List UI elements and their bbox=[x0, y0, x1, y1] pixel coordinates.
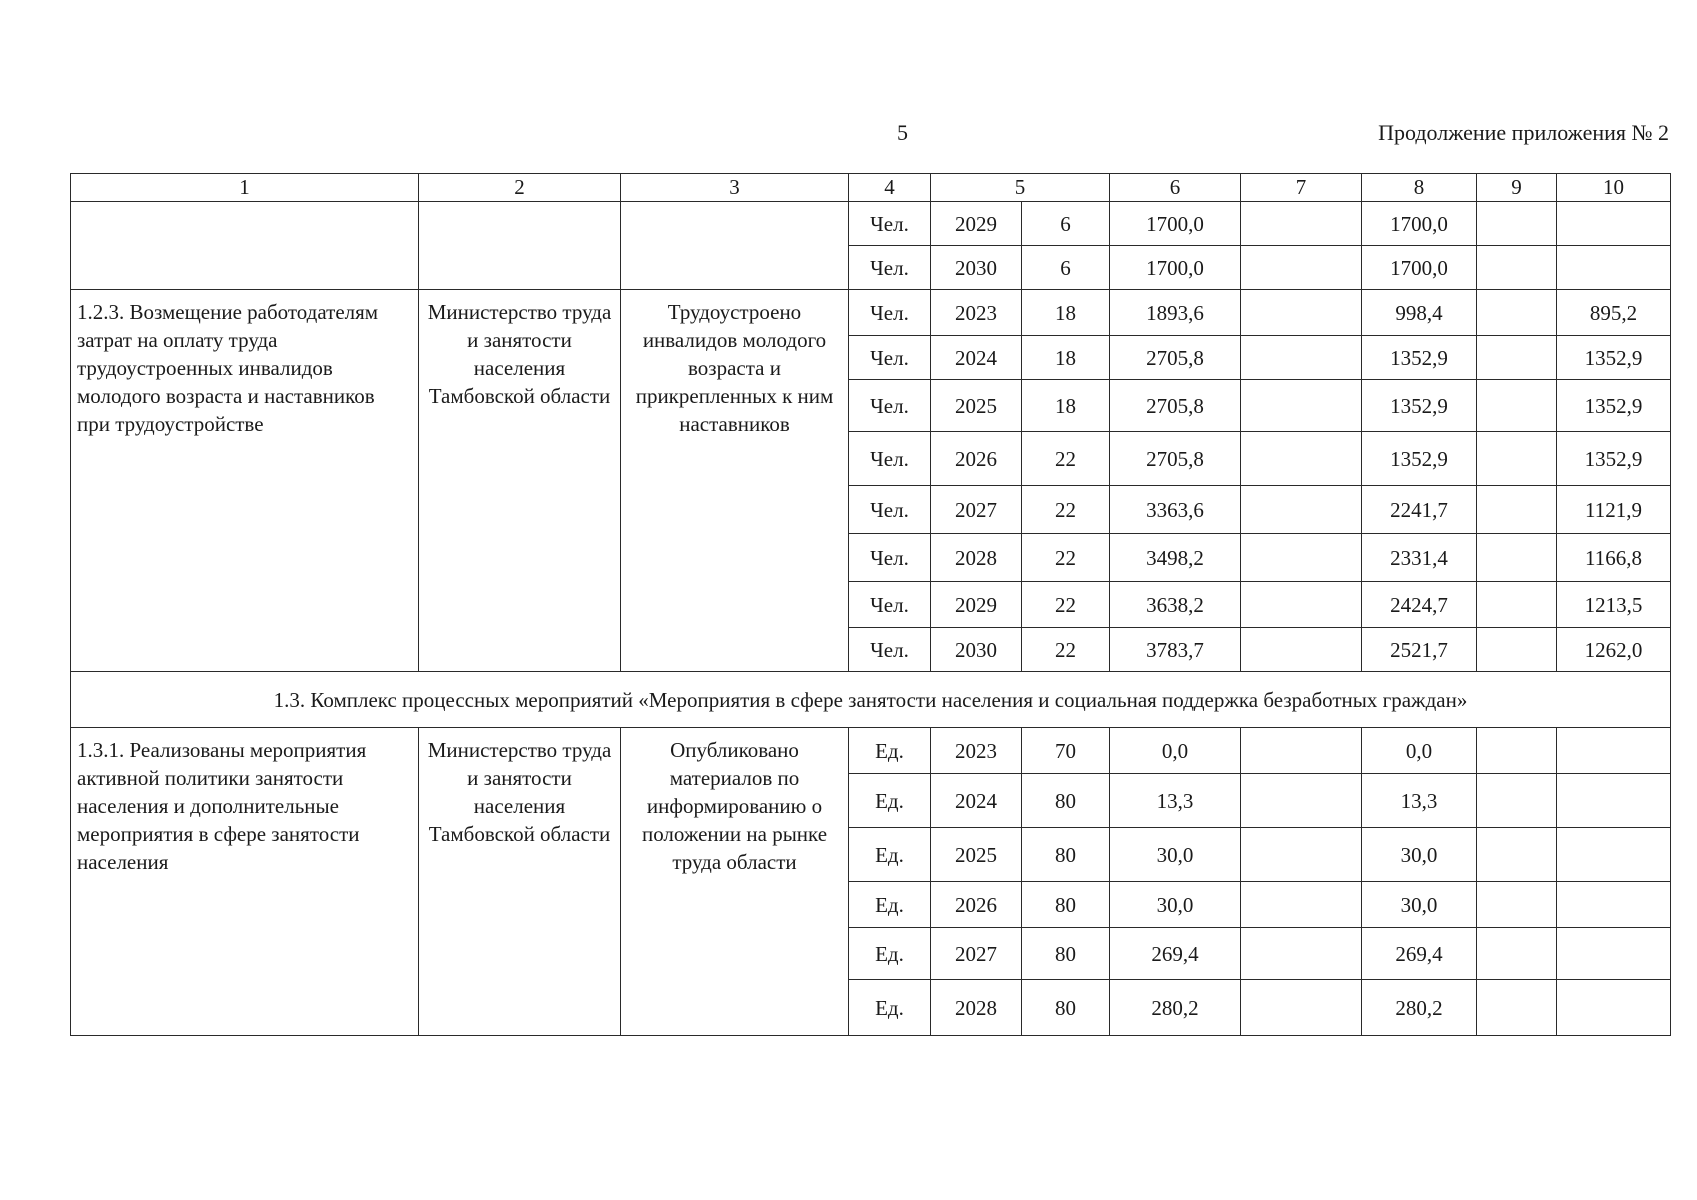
col10-cell bbox=[1557, 774, 1671, 828]
result-cell: Опубликовано материалов по информированию о положении на рынке труда области bbox=[621, 728, 849, 1036]
total-cell: 3638,2 bbox=[1110, 582, 1241, 628]
indicators-table bbox=[70, 173, 1671, 1036]
col10-cell: 1262,0 bbox=[1557, 628, 1671, 672]
col7-cell bbox=[1241, 246, 1362, 290]
col7-cell bbox=[1241, 980, 1362, 1036]
target-value-cell: 18 bbox=[1022, 290, 1110, 336]
col9-cell bbox=[1477, 882, 1557, 928]
col9-cell bbox=[1477, 928, 1557, 980]
col9-cell bbox=[1477, 774, 1557, 828]
table-body bbox=[71, 174, 1671, 1036]
target-value-cell: 22 bbox=[1022, 534, 1110, 582]
total-cell: 269,4 bbox=[1110, 928, 1241, 980]
column-number: 8 bbox=[1362, 174, 1477, 202]
continued-executor-cell bbox=[419, 202, 621, 290]
col9-cell bbox=[1477, 980, 1557, 1036]
col7-cell bbox=[1241, 202, 1362, 246]
total-cell: 0,0 bbox=[1110, 728, 1241, 774]
col8-cell: 2331,4 bbox=[1362, 534, 1477, 582]
year-cell: 2025 bbox=[931, 828, 1022, 882]
unit-cell: Ед. bbox=[849, 728, 931, 774]
column-number: 9 bbox=[1477, 174, 1557, 202]
total-cell: 30,0 bbox=[1110, 828, 1241, 882]
total-cell: 1893,6 bbox=[1110, 290, 1241, 336]
total-cell: 30,0 bbox=[1110, 882, 1241, 928]
unit-cell: Чел. bbox=[849, 336, 931, 380]
column-number: 3 bbox=[621, 174, 849, 202]
unit-cell: Ед. bbox=[849, 882, 931, 928]
section-title: 1.3. Комплекс процессных мероприятий «Мероприятия в сфере занятости населения и социальная поддержка безработных граждан» bbox=[71, 672, 1671, 728]
unit-cell: Чел. bbox=[849, 246, 931, 290]
col10-cell: 1352,9 bbox=[1557, 432, 1671, 486]
target-value-cell: 80 bbox=[1022, 882, 1110, 928]
col10-cell bbox=[1557, 882, 1671, 928]
total-cell: 1700,0 bbox=[1110, 246, 1241, 290]
col9-cell bbox=[1477, 246, 1557, 290]
target-value-cell: 22 bbox=[1022, 582, 1110, 628]
unit-cell: Ед. bbox=[849, 928, 931, 980]
year-cell: 2023 bbox=[931, 290, 1022, 336]
col9-cell bbox=[1477, 290, 1557, 336]
col9-cell bbox=[1477, 582, 1557, 628]
col8-cell: 0,0 bbox=[1362, 728, 1477, 774]
year-cell: 2027 bbox=[931, 486, 1022, 534]
unit-cell: Ед. bbox=[849, 980, 931, 1036]
col7-cell bbox=[1241, 336, 1362, 380]
col7-cell bbox=[1241, 828, 1362, 882]
total-cell: 280,2 bbox=[1110, 980, 1241, 1036]
col9-cell bbox=[1477, 202, 1557, 246]
unit-cell: Чел. bbox=[849, 202, 931, 246]
year-cell: 2026 bbox=[931, 882, 1022, 928]
col10-cell bbox=[1557, 928, 1671, 980]
col9-cell bbox=[1477, 534, 1557, 582]
year-cell: 2027 bbox=[931, 928, 1022, 980]
column-number: 1 bbox=[71, 174, 419, 202]
col7-cell bbox=[1241, 728, 1362, 774]
unit-cell: Чел. bbox=[849, 432, 931, 486]
continued-name-cell bbox=[71, 202, 419, 290]
target-value-cell: 80 bbox=[1022, 928, 1110, 980]
year-cell: 2029 bbox=[931, 582, 1022, 628]
col10-cell bbox=[1557, 828, 1671, 882]
table-row bbox=[71, 202, 1671, 246]
col9-cell bbox=[1477, 432, 1557, 486]
executor-cell: Министерство труда и занятости населения Тамбовской области bbox=[419, 290, 621, 672]
unit-cell: Чел. bbox=[849, 380, 931, 432]
col10-cell: 1121,9 bbox=[1557, 486, 1671, 534]
col10-cell bbox=[1557, 980, 1671, 1036]
result-cell: Трудоустроено инвалидов молодого возраста и прикрепленных к ним наставников bbox=[621, 290, 849, 672]
year-cell: 2028 bbox=[931, 534, 1022, 582]
col8-cell: 30,0 bbox=[1362, 828, 1477, 882]
target-value-cell: 80 bbox=[1022, 828, 1110, 882]
col8-cell: 2424,7 bbox=[1362, 582, 1477, 628]
col9-cell bbox=[1477, 336, 1557, 380]
continued-result-cell bbox=[621, 202, 849, 290]
target-value-cell: 80 bbox=[1022, 774, 1110, 828]
measure-name-cell: 1.3.1. Реализованы мероприятия активной политики занятости населения и дополнительные мероприятия в сфере занятости населения bbox=[71, 728, 419, 1036]
section-row bbox=[71, 672, 1671, 728]
table-row bbox=[71, 290, 1671, 336]
executor-cell: Министерство труда и занятости населения Тамбовской области bbox=[419, 728, 621, 1036]
target-value-cell: 6 bbox=[1022, 246, 1110, 290]
col8-cell: 1352,9 bbox=[1362, 380, 1477, 432]
col7-cell bbox=[1241, 582, 1362, 628]
year-cell: 2028 bbox=[931, 980, 1022, 1036]
column-number: 6 bbox=[1110, 174, 1241, 202]
total-cell: 13,3 bbox=[1110, 774, 1241, 828]
col8-cell: 1352,9 bbox=[1362, 336, 1477, 380]
col8-cell: 1700,0 bbox=[1362, 202, 1477, 246]
col7-cell bbox=[1241, 432, 1362, 486]
col7-cell bbox=[1241, 628, 1362, 672]
col9-cell bbox=[1477, 628, 1557, 672]
col10-cell: 1352,9 bbox=[1557, 336, 1671, 380]
target-value-cell: 6 bbox=[1022, 202, 1110, 246]
col8-cell: 1700,0 bbox=[1362, 246, 1477, 290]
year-cell: 2030 bbox=[931, 628, 1022, 672]
col8-cell: 1352,9 bbox=[1362, 432, 1477, 486]
col8-cell: 2241,7 bbox=[1362, 486, 1477, 534]
unit-cell: Чел. bbox=[849, 290, 931, 336]
year-cell: 2024 bbox=[931, 774, 1022, 828]
column-number: 5 bbox=[931, 174, 1110, 202]
total-cell: 1700,0 bbox=[1110, 202, 1241, 246]
col8-cell: 2521,7 bbox=[1362, 628, 1477, 672]
total-cell: 2705,8 bbox=[1110, 432, 1241, 486]
col7-cell bbox=[1241, 380, 1362, 432]
col10-cell: 895,2 bbox=[1557, 290, 1671, 336]
total-cell: 3498,2 bbox=[1110, 534, 1241, 582]
column-number: 4 bbox=[849, 174, 931, 202]
table-row bbox=[71, 728, 1671, 774]
col8-cell: 30,0 bbox=[1362, 882, 1477, 928]
col10-cell bbox=[1557, 246, 1671, 290]
col8-cell: 998,4 bbox=[1362, 290, 1477, 336]
target-value-cell: 70 bbox=[1022, 728, 1110, 774]
unit-cell: Чел. bbox=[849, 486, 931, 534]
target-value-cell: 22 bbox=[1022, 486, 1110, 534]
col10-cell: 1166,8 bbox=[1557, 534, 1671, 582]
col8-cell: 269,4 bbox=[1362, 928, 1477, 980]
year-cell: 2030 bbox=[931, 246, 1022, 290]
col7-cell bbox=[1241, 774, 1362, 828]
col10-cell bbox=[1557, 728, 1671, 774]
col7-cell bbox=[1241, 534, 1362, 582]
unit-cell: Ед. bbox=[849, 774, 931, 828]
total-cell: 3783,7 bbox=[1110, 628, 1241, 672]
col10-cell: 1352,9 bbox=[1557, 380, 1671, 432]
unit-cell: Ед. bbox=[849, 828, 931, 882]
year-cell: 2023 bbox=[931, 728, 1022, 774]
year-cell: 2024 bbox=[931, 336, 1022, 380]
page-number: 5 bbox=[897, 120, 908, 145]
total-cell: 2705,8 bbox=[1110, 336, 1241, 380]
total-cell: 2705,8 bbox=[1110, 380, 1241, 432]
col7-cell bbox=[1241, 486, 1362, 534]
target-value-cell: 22 bbox=[1022, 432, 1110, 486]
col8-cell: 13,3 bbox=[1362, 774, 1477, 828]
year-cell: 2026 bbox=[931, 432, 1022, 486]
col10-cell: 1213,5 bbox=[1557, 582, 1671, 628]
target-value-cell: 18 bbox=[1022, 336, 1110, 380]
target-value-cell: 22 bbox=[1022, 628, 1110, 672]
unit-cell: Чел. bbox=[849, 582, 931, 628]
column-number: 2 bbox=[419, 174, 621, 202]
column-number: 7 bbox=[1241, 174, 1362, 202]
col7-cell bbox=[1241, 882, 1362, 928]
col9-cell bbox=[1477, 828, 1557, 882]
unit-cell: Чел. bbox=[849, 628, 931, 672]
target-value-cell: 18 bbox=[1022, 380, 1110, 432]
target-value-cell: 80 bbox=[1022, 980, 1110, 1036]
col7-cell bbox=[1241, 928, 1362, 980]
col9-cell bbox=[1477, 728, 1557, 774]
measure-name-cell: 1.2.3. Возмещение работодателям затрат на оплату труда трудоустроенных инвалидов молодого возраста и наставников при трудоустройстве bbox=[71, 290, 419, 672]
column-number: 10 bbox=[1557, 174, 1671, 202]
year-cell: 2025 bbox=[931, 380, 1022, 432]
col7-cell bbox=[1241, 290, 1362, 336]
year-cell: 2029 bbox=[931, 202, 1022, 246]
unit-cell: Чел. bbox=[849, 534, 931, 582]
col10-cell bbox=[1557, 202, 1671, 246]
total-cell: 3363,6 bbox=[1110, 486, 1241, 534]
column-numbers-row bbox=[71, 174, 1671, 202]
col9-cell bbox=[1477, 380, 1557, 432]
appendix-note: Продолжение приложения № 2 bbox=[1378, 120, 1669, 145]
col8-cell: 280,2 bbox=[1362, 980, 1477, 1036]
col9-cell bbox=[1477, 486, 1557, 534]
